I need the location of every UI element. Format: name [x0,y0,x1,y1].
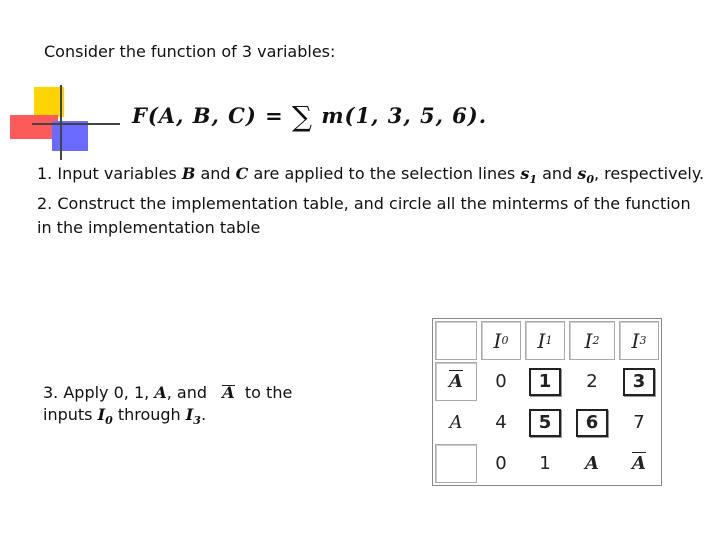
implementation-table [432,318,662,486]
var-b: B [181,164,196,183]
var-c: C [235,164,249,183]
minterm-3-circled: 3 [623,368,655,396]
result-i3: $\overline{A}$ [632,453,646,474]
header-i3: I 3 [619,321,659,360]
step-3-and: , and [166,383,208,402]
function-formula [132,100,487,133]
minterm-1-circled: 1 [529,368,561,396]
step-3-through: through [117,405,181,424]
header-i0: I 0 [481,321,521,360]
step-3-text: 3. Apply 0, 1, [43,383,150,402]
var-a: A [154,383,167,402]
decorative-logo [10,85,120,160]
formula-rhs: m(1, 3, 5, 6). [321,103,488,128]
step-1-text: 1. Input variables [37,164,177,183]
minterm-2: 2 [586,371,598,392]
step-1 [37,162,707,192]
row-label-a: A [449,412,463,433]
minterm-6-circled: 6 [576,409,608,437]
result-i2: A [585,453,599,474]
header-i2: I 2 [569,321,615,360]
input-i3: $I_3$ [185,405,201,428]
step-1-and: and [200,164,231,183]
result-i1: 1 [539,453,551,474]
step-3-inputs: inputs [43,405,93,424]
minterm-0: 0 [495,371,507,392]
intro-text: Consider the function of 3 variables: [44,42,336,61]
step-3-to: to the [244,383,293,402]
sel-s1: $s_1$ [520,164,538,187]
sel-s0: $s_0$ [577,164,594,187]
formula-lhs: F(A, B, C) = [132,103,284,128]
sigma-symbol: ∑ [292,100,314,133]
input-i0: $I_0$ [97,405,113,428]
step-3-end: . [200,405,207,424]
result-row-label [435,444,477,483]
var-a-bar: A [222,383,235,402]
instructions [37,162,707,240]
step-1-suffix: , respectively. [594,164,705,183]
minterm-5-circled: 5 [529,409,561,437]
minterm-4: 4 [495,412,507,433]
table-corner [435,321,477,360]
header-i1: I 1 [525,321,565,360]
step-1-mid: are applied to the selection lines [253,164,516,183]
minterm-7: 7 [633,412,645,433]
result-i0: 0 [495,453,507,474]
step-3 [43,382,292,432]
row-label-a-bar: $\overline{A}$ [435,362,477,401]
step-1-and2: and [542,164,573,183]
step-2: 2. Construct the implementation table, and circle all the minterms of the function in the implementation table [37,194,691,238]
